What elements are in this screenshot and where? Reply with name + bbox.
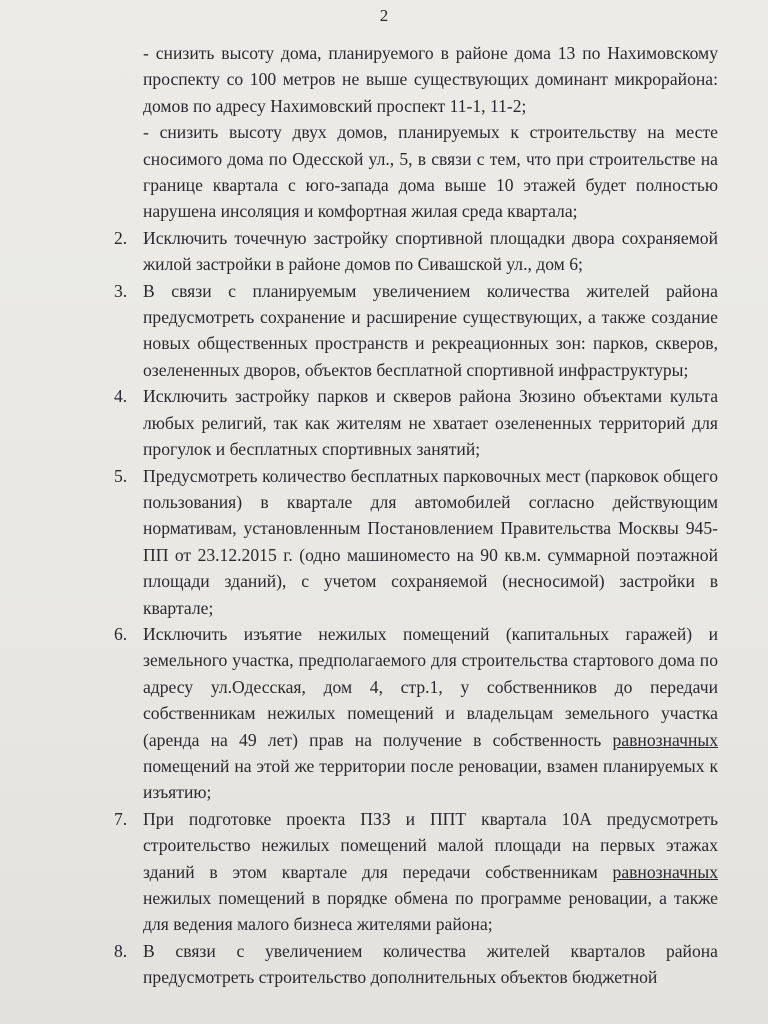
list-item-text: В связи с планируемым увеличением количества жителей района предусмотреть сохранение и расширение существующих, а также создание новых общественных пространств и рекреационных зон: парков, скверов, озелененных дворов, объектов бесплатной спортивной инфраструктуры;	[143, 280, 718, 380]
underlined-word: равнозначных	[612, 861, 718, 882]
list-item-number: 2.	[114, 227, 128, 248]
list-item-number: 8.	[114, 940, 128, 961]
underlined-word: равнозначных	[612, 729, 718, 750]
list-item-text	[143, 806, 718, 938]
list-item-number: 7.	[114, 808, 128, 829]
list-item-number: 4.	[114, 386, 128, 407]
list-item-number: 3.	[114, 280, 128, 301]
list-item-text: Предусмотреть количество бесплатных парковочных мест (парковок общего пользования) в квартале для автомобилей согласно действующим нормативам, установленным Постановлением Правительства Москвы 945-ПП от 23.12.2015 г. (одно машиноместо на 90 кв.м. суммарной поэтажной площади зданий), с учетом сохраняемой (несносимой) застройки в квартале;	[143, 465, 718, 618]
list-item	[108, 806, 718, 938]
list-item	[108, 621, 718, 806]
list-item-text: В связи с увеличением количества жителей кварталов района предусмотреть строительство дополнительных объектов бюджетной	[143, 940, 718, 988]
list-item-text-part: помещений на этой же территории после реновации, взамен планируемых к изъятию;	[143, 755, 718, 803]
list-item-text: Исключить точечную застройку спортивной площадки двора сохраняемой жилой застройки в районе домов по Сивашской ул., дом 6;	[143, 227, 718, 275]
list-item-text-part: нежилых помещений в порядке обмена по программе реновации, а также для ведения малого бизнеса жителями района;	[143, 888, 718, 935]
list-item-number: 5.	[114, 465, 128, 486]
list-item	[108, 278, 718, 384]
intro-item: - снизить высоту двух домов, планируемых к строительству на месте сносимого дома по Одесской ул., 5, в связи с тем, что при строительстве на границе квартала с юго-запада дома выше 10 этажей будет полностью нарушена инсоляция и комфортная жилая среда квартала;	[143, 122, 718, 222]
list-item	[108, 225, 718, 278]
list-item-text: Исключить застройку парков и скверов района Зюзино объектами культа любых религий, так как жителям не хватает озелененных территорий для прогулок и бесплатных спортивных занятий;	[143, 386, 718, 460]
intro-item: - снизить высоту дома, планируемого в районе дома 13 по Нахимовскому проспекту со 100 метров не выше существующих доминант микрорайона: домов по адресу Нахимовский проспект 11-1, 11-2;	[143, 43, 718, 116]
list-item-text	[143, 621, 718, 806]
list-item-text-part: При подготовке проекта ПЗЗ и ППТ квартала 10А предусмотреть строительство нежилых помещений малой площади на первых этажах зданий в этом квартале для передачи собственникам	[143, 808, 718, 882]
list-item-number: 6.	[114, 623, 128, 644]
list-item	[108, 383, 718, 462]
list-item	[108, 938, 718, 991]
document-body	[108, 40, 718, 991]
list-item	[108, 463, 718, 621]
page-number: 2	[379, 6, 389, 25]
list-item-text-part: Исключить изъятие нежилых помещений (капитальных гаражей) и земельного участка, предполагаемого для строительства стартового дома по адресу ул.Одесская, дом 4, стр.1, у собственников до передачи собственникам нежилых помещений и владельцам земельного участка (аренда на 49 лет) прав на получение в собственность	[143, 623, 718, 750]
